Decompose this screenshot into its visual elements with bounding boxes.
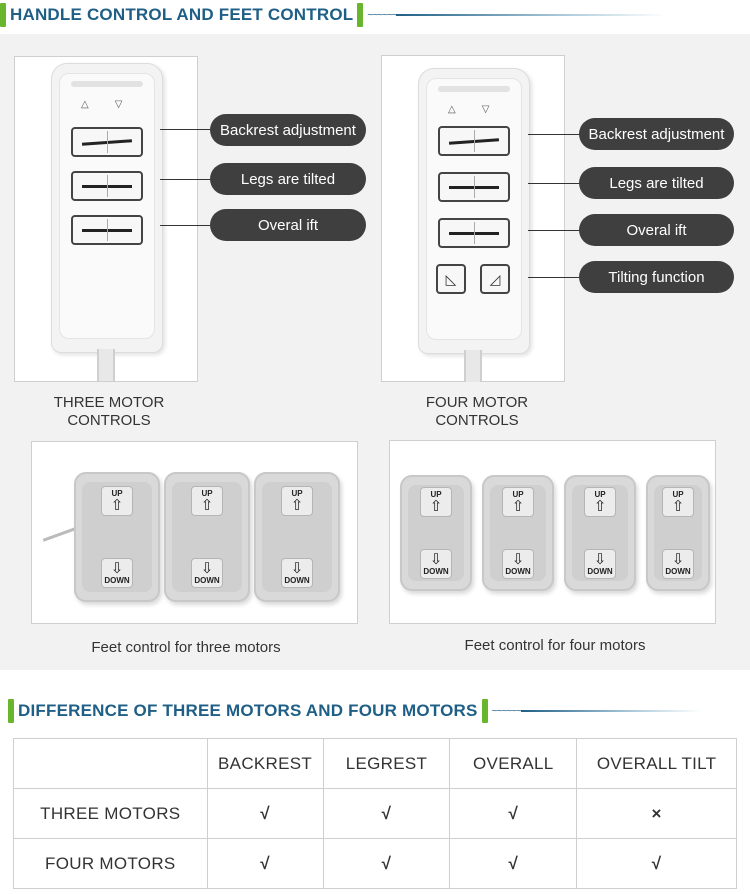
down-arrow-icon: ▽ (481, 104, 490, 115)
pedal-up-button[interactable]: UP ⇧ (101, 486, 133, 516)
header-cell: BACKREST (207, 739, 323, 789)
callout-overall-lift: Overal ift (579, 214, 734, 246)
backrest-button[interactable] (71, 127, 143, 157)
squiggle-decoration: ~~~~~~ (491, 705, 521, 717)
pedal-down-button[interactable]: ⇩ DOWN (420, 549, 452, 579)
pedal-down-button[interactable]: ⇩ DOWN (281, 558, 313, 588)
row-label: THREE MOTORS (14, 789, 208, 839)
section-header-handle-feet (0, 0, 666, 30)
pedal-up-button[interactable]: UP ⇧ (281, 486, 313, 516)
tilt-up-icon[interactable]: ◿ (480, 264, 510, 294)
pedal-down-button[interactable]: ⇩ DOWN (584, 549, 616, 579)
title-rule (521, 710, 701, 712)
check-icon: √ (450, 789, 577, 839)
three-motor-feet-photo (31, 441, 358, 624)
pedal-overall[interactable] (254, 472, 340, 602)
pedal-legrest[interactable] (164, 472, 250, 602)
pedal-legrest[interactable] (482, 475, 554, 591)
callout-legs-tilted: Legs are tilted (579, 167, 734, 199)
pedal-backrest[interactable] (400, 475, 472, 591)
pedal-up-button[interactable]: UP ⇧ (420, 487, 452, 517)
comparison-table (13, 738, 737, 889)
callout-legs-tilted: Legs are tilted (210, 163, 366, 195)
tilt-down-icon[interactable]: ◺ (436, 264, 466, 294)
handle-cable (97, 349, 115, 381)
legs-tilt-button[interactable] (438, 172, 510, 202)
pedal-up-button[interactable]: UP ⇧ (502, 487, 534, 517)
pedal-down-button[interactable]: ⇩ DOWN (101, 558, 133, 588)
title-rule (396, 14, 666, 16)
header-cell: OVERALL TILT (577, 739, 737, 789)
pedal-up-button[interactable]: UP ⇧ (191, 486, 223, 516)
up-arrow-icon: △ (81, 99, 89, 110)
bracket-right (482, 699, 488, 723)
remote-arrows (448, 104, 489, 115)
up-arrow-icon: △ (448, 104, 456, 115)
overall-lift-button[interactable] (71, 215, 143, 245)
pedal-down-button[interactable]: ⇩ DOWN (502, 549, 534, 579)
pedal-backrest[interactable] (74, 472, 160, 602)
three-motor-feet-caption: Feet control for three motors (91, 639, 281, 656)
section-title: DIFFERENCE OF THREE MOTORS AND FOUR MOTORS (18, 701, 478, 720)
callout-backrest: Backrest adjustment (579, 118, 734, 150)
check-icon: √ (207, 789, 323, 839)
pedal-overall[interactable] (564, 475, 636, 591)
check-icon: √ (323, 789, 450, 839)
cross-icon: × (577, 789, 737, 839)
check-icon: √ (450, 839, 577, 889)
check-icon: √ (207, 839, 323, 889)
callout-backrest: Backrest adjustment (210, 114, 366, 146)
handle-remote (51, 63, 163, 353)
four-motor-feet-caption: Feet control for four motors (464, 637, 646, 654)
pedal-tilt[interactable] (646, 475, 710, 591)
callout-tilting-function: Tilting function (579, 261, 734, 293)
header-cell: LEGREST (323, 739, 450, 789)
callout-overall-lift: Overal ift (210, 209, 366, 241)
three-motor-caption: THREE MOTOR CONTROLS (53, 394, 165, 429)
backrest-button[interactable] (438, 126, 510, 156)
header-cell (14, 739, 208, 789)
squiggle-decoration: ~~~~~~ (367, 9, 397, 21)
pedal-down-button[interactable]: ⇩ DOWN (662, 549, 694, 579)
handle-cable (464, 350, 482, 382)
header-cell: OVERALL (450, 739, 577, 789)
overall-lift-button[interactable] (438, 218, 510, 248)
pedal-up-button[interactable]: UP ⇧ (662, 487, 694, 517)
table-row (14, 789, 737, 839)
section-title: HANDLE CONTROL AND FEET CONTROL (10, 5, 354, 24)
pedal-up-button[interactable]: UP ⇧ (584, 487, 616, 517)
four-motor-caption: FOUR MOTOR CONTROLS (425, 394, 529, 429)
three-motor-handle-photo (14, 56, 198, 382)
check-icon: √ (323, 839, 450, 889)
section-header-difference (0, 696, 701, 726)
down-arrow-icon: ▽ (114, 99, 123, 110)
pedal-down-button[interactable]: ⇩ DOWN (191, 558, 223, 588)
table-header-row (14, 739, 737, 789)
legs-tilt-button[interactable] (71, 171, 143, 201)
table-row (14, 839, 737, 889)
bracket-right (357, 3, 363, 27)
handle-remote (418, 68, 530, 354)
four-motor-handle-photo (381, 55, 565, 382)
row-label: FOUR MOTORS (14, 839, 208, 889)
remote-arrows (81, 99, 122, 110)
check-icon: √ (577, 839, 737, 889)
four-motor-feet-photo (389, 440, 716, 624)
